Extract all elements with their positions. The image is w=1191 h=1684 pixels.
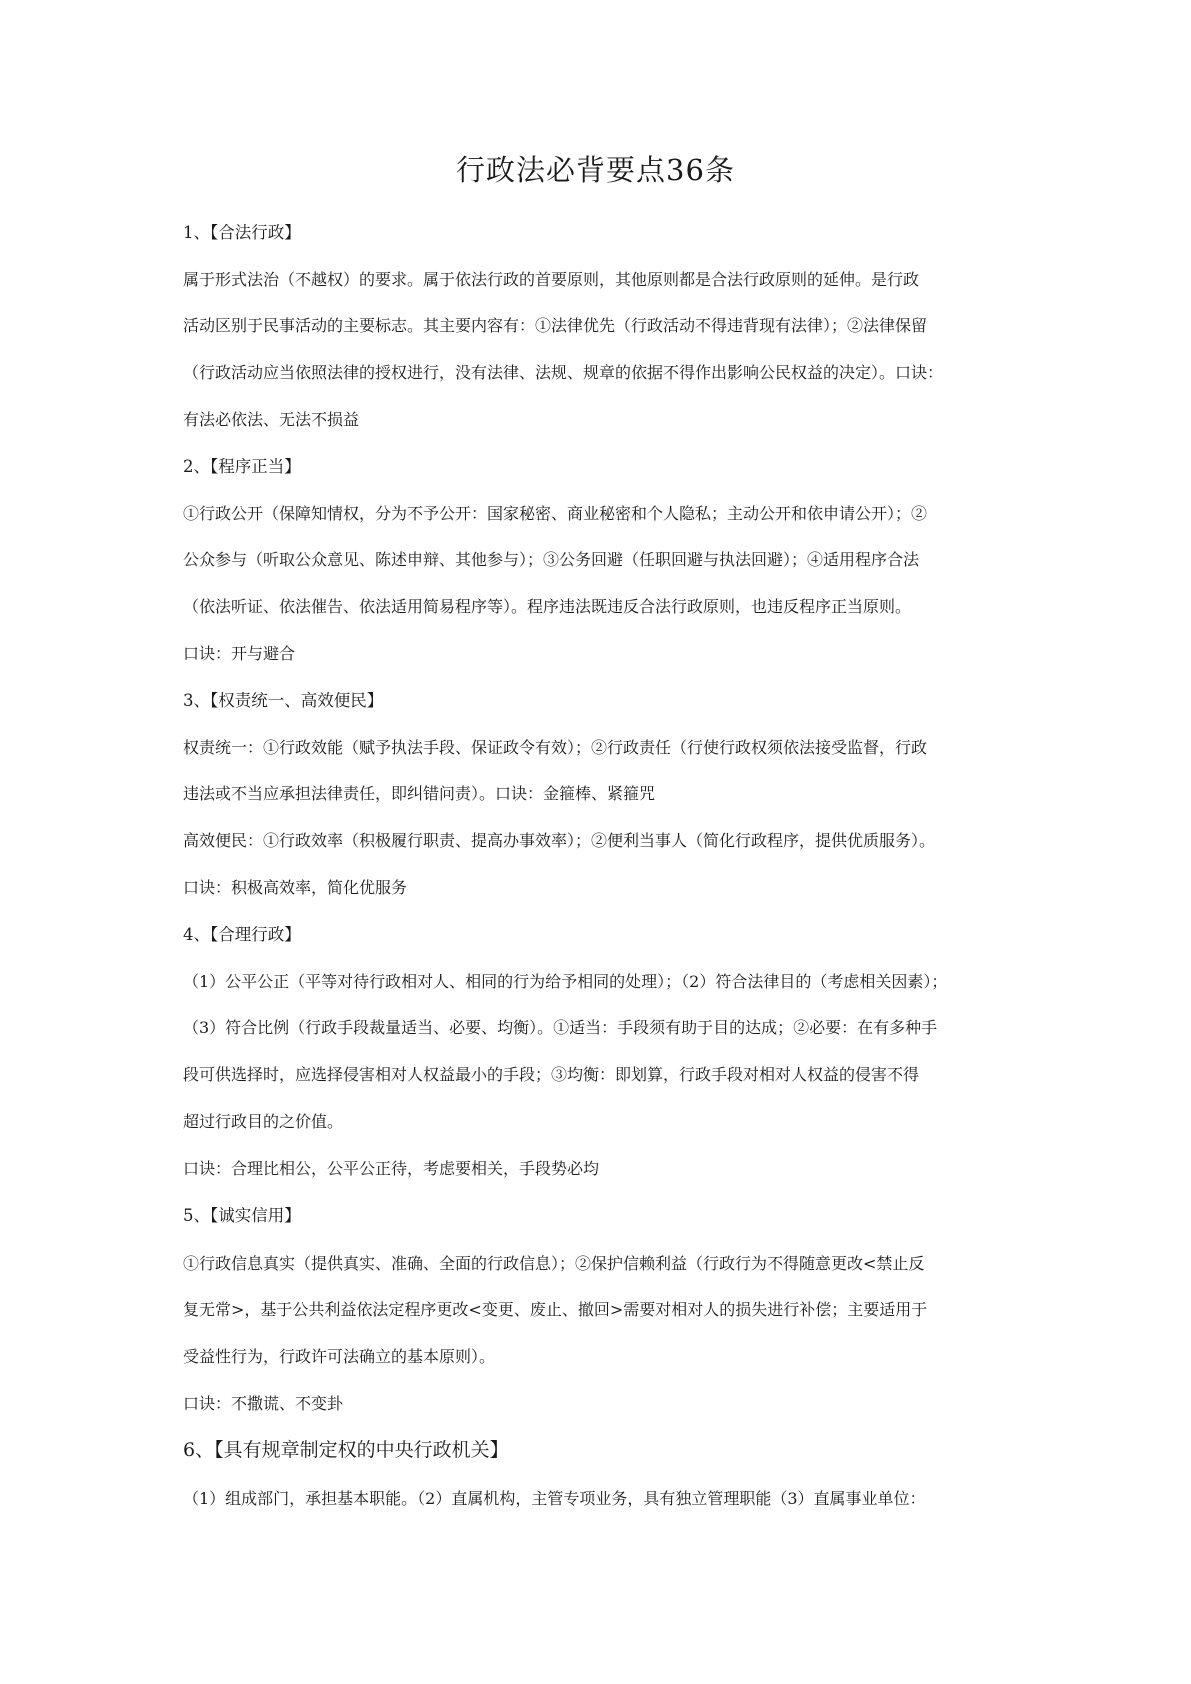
section-heading-1: 1、【合法行政】	[183, 223, 301, 242]
paragraph-line: ①行政公开（保障知情权，分为不予公开：国家秘密、商业秘密和个人隐私；主动公开和依申请公开）；②	[183, 504, 928, 523]
paragraph-line: 权责统一：①行政效能（赋予执法手段、保证政令有效）；②行政责任（行使行政权须依法接受监督，行政	[183, 738, 928, 757]
mnemonic-line: 口诀：合理比相公，公平公正待，考虑要相关，手段势必均	[183, 1159, 600, 1178]
paragraph-line: 受益性行为，行政许可法确立的基本原则）。	[183, 1347, 496, 1366]
paragraph-line: 超过行政目的之价值。	[183, 1112, 344, 1131]
paragraph-line: 有法必依法、无法不损益	[183, 410, 360, 429]
paragraph-line: 高效便民：①行政效率（积极履行职责、提高办事效率）；②便利当事人（简化行政程序，提供优质服务）。	[183, 831, 936, 850]
section-heading-6: 6、【具有规章制定权的中央行政机关】	[183, 1439, 509, 1461]
section-heading-5: 5、【诚实信用】	[183, 1206, 301, 1225]
document-title: 行政法必背要点36条	[456, 153, 735, 187]
paragraph-line: 活动区别于民事活动的主要标志。其主要内容有：①法律优先（行政活动不得违背现有法律）；②法律保留	[183, 316, 928, 335]
paragraph-line: 违法或不当应承担法律责任，即纠错问责）。口诀：金箍棒、紧箍咒	[183, 784, 656, 803]
paragraph-line: （依法听证、依法催告、依法适用简易程序等）。程序违法既违反合法行政原则，也违反程序正当原则。	[183, 597, 912, 616]
paragraph-line: ①行政信息真实（提供真实、准确、全面的行政信息）；②保护信赖利益（行政行为不得随意更改<禁止反	[183, 1254, 925, 1273]
mnemonic-line: 口诀：不撒谎、不变卦	[183, 1394, 344, 1413]
paragraph-line: 属于形式法治（不越权）的要求。属于依法行政的首要原则，其他原则都是合法行政原则的延伸。是行政	[183, 270, 920, 289]
paragraph-line: （1）公平公正（平等对待行政相对人、相同的行为给予相同的处理）；（2）符合法律目的（考虑相关因素）；	[183, 972, 948, 991]
section-heading-2: 2、【程序正当】	[183, 457, 301, 476]
section-heading-4: 4、【合理行政】	[183, 925, 301, 944]
section-heading-3: 3、【权责统一、高效便民】	[183, 691, 384, 710]
mnemonic-line: 口诀：开与避合	[183, 644, 296, 663]
mnemonic-line: 口诀：积极高效率，简化优服务	[183, 878, 408, 897]
paragraph-line: 复无常>，基于公共利益依法定程序更改<变更、废止、撤回>需要对相对人的损失进行补偿；主要适用于	[183, 1300, 928, 1319]
paragraph-line: （行政活动应当依照法律的授权进行，没有法律、法规、规章的依据不得作出影响公民权益的决定）。口诀：	[183, 363, 944, 382]
paragraph-line: 段可供选择时，应选择侵害相对人权益最小的手段；③均衡：即划算，行政手段对相对人权益的侵害不得	[183, 1065, 920, 1084]
paragraph-line: 公众参与（听取公众意见、陈述申辩、其他参与）；③公务回避（任职回避与执法回避）；④适用程序合法	[183, 550, 920, 569]
paragraph-line: （1）组成部门，承担基本职能。（2）直属机构，主管专项业务，具有独立管理职能（3）直属事业单位：	[183, 1489, 926, 1508]
paragraph-line: （3）符合比例（行政手段裁量适当、必要、均衡）。①适当：手段须有助于目的达成；②必要：在有多种手	[183, 1018, 938, 1037]
